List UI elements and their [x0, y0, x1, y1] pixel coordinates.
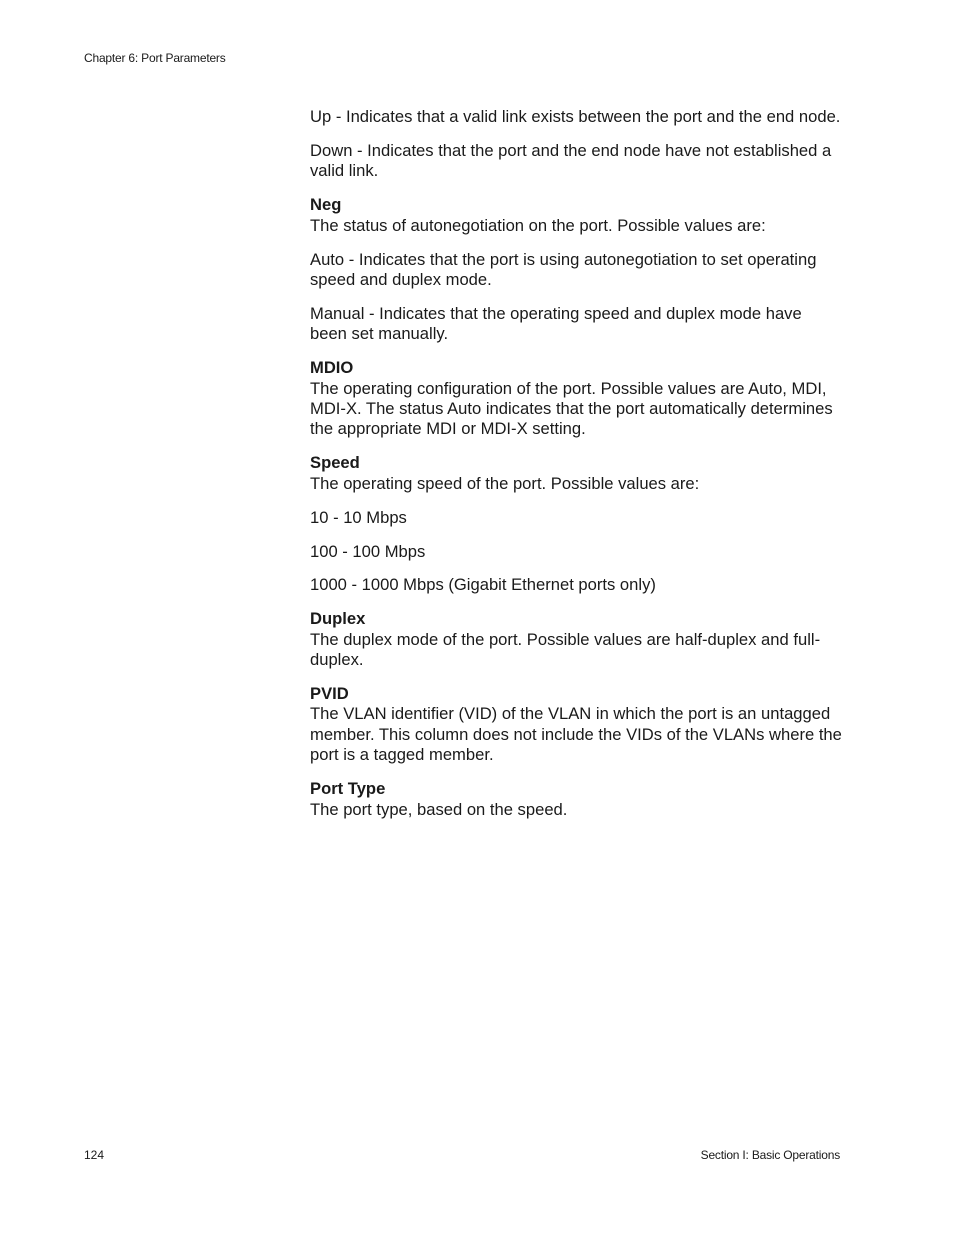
link-status-down: Down - Indicates that the port and the end node have not established a valid link. — [310, 140, 832, 181]
term-title-duplex: Duplex — [310, 609, 366, 629]
term-desc-port-type: The port type, based on the speed. — [310, 799, 568, 819]
neg-value-auto: Auto - Indicates that the port is using autonegotiation to set operating speed and duplex mode. — [310, 249, 817, 289]
link-status-up: Up - Indicates that a valid link exists between the port and the end node. — [310, 107, 841, 126]
running-header: Chapter 6: Port Parameters — [84, 51, 226, 65]
term-desc-speed: The operating speed of the port. Possible values are: — [310, 473, 700, 493]
document-body — [310, 107, 842, 833]
term-port-type — [310, 779, 842, 820]
speed-value-1000: 1000 - 1000 Mbps (Gigabit Ethernet ports only) — [310, 575, 656, 595]
term-desc-pvid: The VLAN identifier (VID) of the VLAN in which the port is an untagged member. This column does not include the VIDs of the VLANs where the port is a tagged member. — [310, 704, 842, 765]
term-pvid — [310, 684, 842, 766]
speed-value-100: 100 - 100 Mbps — [310, 541, 426, 561]
term-desc-duplex: The duplex mode of the port. Possible values are half-duplex and full-duplex. — [310, 629, 821, 670]
term-title-neg: Neg — [310, 195, 342, 215]
term-desc-mdio: The operating configuration of the port. Possible values are Auto, MDI, MDI-X. The status Auto indicates that the port automatically determines the appropriate MDI or MDI-X setting. — [310, 378, 833, 439]
term-title-mdio: MDIO — [310, 358, 354, 378]
page-number: 124 — [84, 1148, 105, 1162]
speed-value-10: 10 - 10 Mbps — [310, 507, 407, 527]
term-title-port-type: Port Type — [310, 779, 386, 799]
term-speed — [310, 453, 842, 494]
term-title-pvid: PVID — [310, 684, 349, 704]
neg-value-manual: Manual - Indicates that the operating speed and duplex mode have been set manually. — [310, 303, 802, 344]
term-duplex — [310, 609, 842, 670]
term-mdio — [310, 358, 842, 440]
term-title-speed: Speed — [310, 453, 360, 473]
term-desc-neg: The status of autonegotiation on the port. Possible values are: — [310, 215, 766, 235]
running-footer-section: Section I: Basic Operations — [700, 1148, 840, 1162]
term-neg — [310, 195, 842, 236]
